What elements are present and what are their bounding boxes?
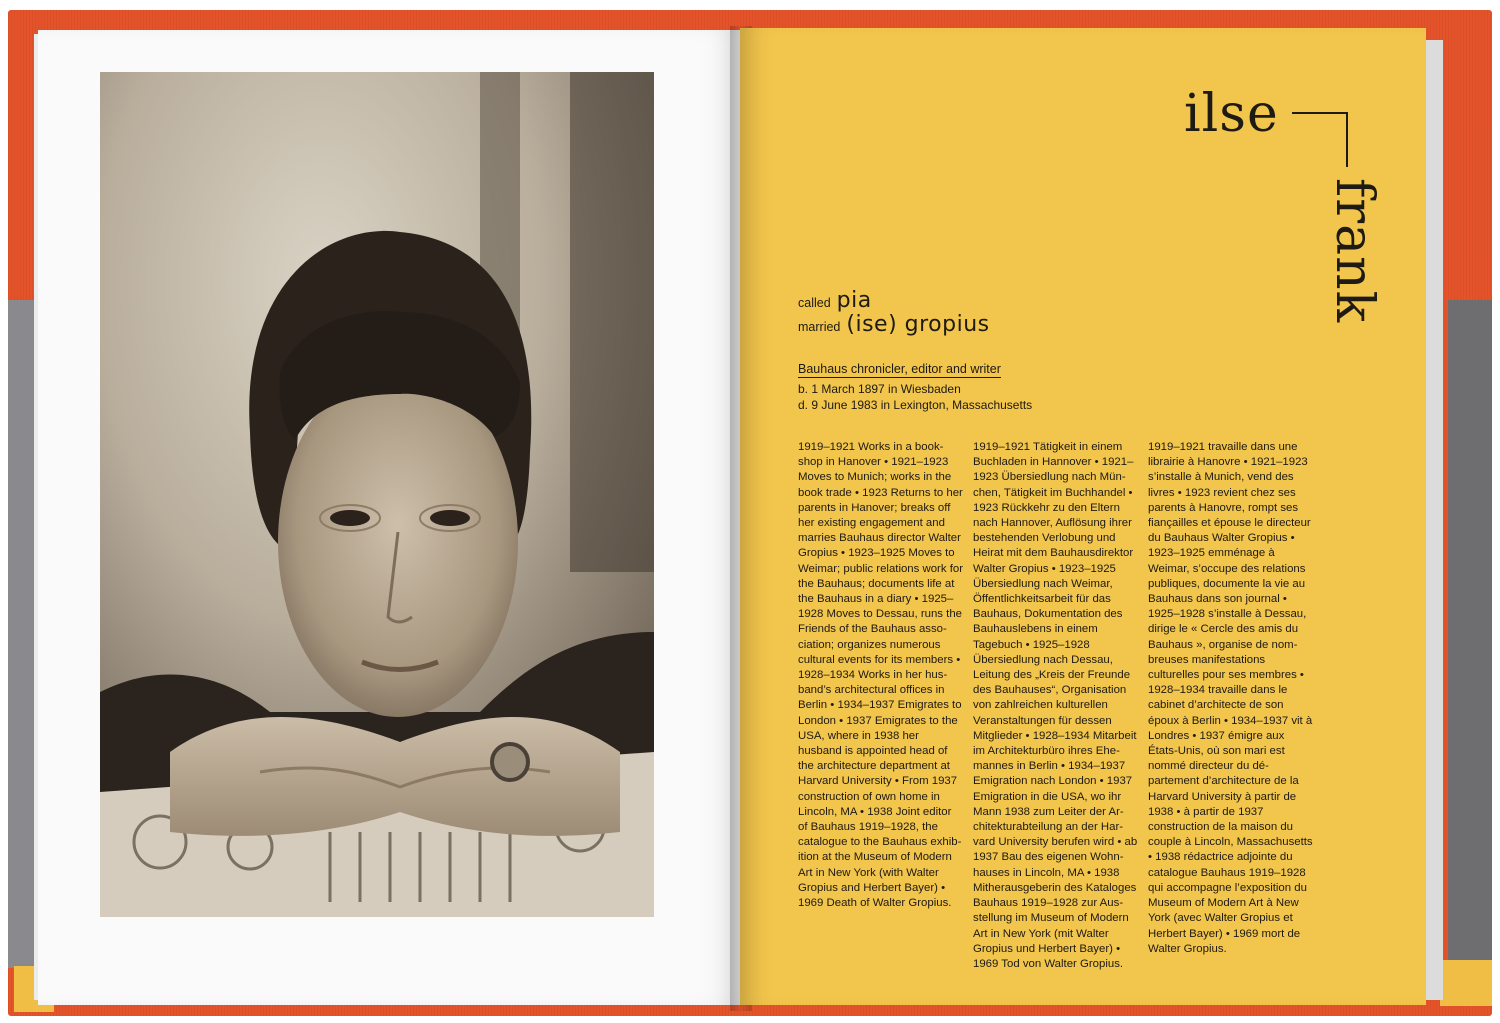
married-name: (ise) gropius xyxy=(846,312,990,337)
biography-english xyxy=(798,440,963,911)
called-label: called xyxy=(798,296,831,310)
biography-german-text: 1919–1921 Tätigkeit in einem Buchladen in Hannover • 1921–1923 Übersiedlung nach München, Tätigkeit im Buchhandel • 1923 Rückkehr zu den Eltern nach Hannover, Auflösung ihrer bestehenden Verlobung und Heirat mit dem Bauhausdirektor Walter Gropius • 1923–1925 Übersiedlung nach Weimar, Öffentlichkeitsarbeit für das Bauhaus, Dokumentation des Bauhauslebens in einem Tagebuch • 1925–1928 Übersiedlung nach Dessau, Leitung des „Kreis der Freunde des Bauhauses“, Organisation von zahlreichen kulturellen Veranstaltungen für dessen Mitglieder • 1928–1934 Mitarbeit im Architekturbüro ihres Ehemannes in Berlin • 1934–1937 Emigration nach London • 1937 Emigration in die USA, wo ihr Mann 1938 zum Leiter der Architekturabteilung an der Harvard University berufen wird • ab 1937 Bau des eigenen Wohnhauses in Lincoln, MA • 1938 Mitherausgeberin des Kataloges Bauhaus 1919–1928 zur Ausstellung im Museum of Modern Art in New York (mit Walter Gropius und Herbert Bayer) • 1969 Tod von Walter Gropius. xyxy=(973,441,1138,970)
biography-german xyxy=(973,440,1138,972)
underlying-page-right-yellow xyxy=(1440,960,1492,1006)
portrait-photo xyxy=(100,72,654,917)
role-title: Bauhaus chronicler, editor and writer xyxy=(798,362,1001,376)
birth-date: b. 1 March 1897 in Wiesbaden xyxy=(798,382,961,396)
underlying-page-right xyxy=(1448,300,1492,1005)
biography-french xyxy=(1148,440,1313,957)
first-name-heading: ilse xyxy=(1184,84,1279,144)
biography-french-text: 1919–1921 travaille dans une librairie à Hanovre • 1921–1923 s’installe à Munich, vend des livres • 1923 revient chez ses parents à Hanovre, rompt ses fiançailles et épouse le directeur du Bauhaus Walter Gropius • 1923–1925 emménage à Weimar, s’occupe des relations publiques, documente la vie au Bauhaus dans son journal • 1925–1928 s’installe à Dessau, dirige le « Cercle des amis du Bauhaus », organise de nombreuses manifestations culturelles pour ses membres • 1928–1934 travaille dans le cabinet d’architecte de son époux à Berlin • 1934–1937 vit à Londres • 1937 émigre aux États-Unis, où son mari est nommé directeur du département d’architecture de la Harvard University à partir de 1938 • à partir de 1937 construction de la maison du couple à Lincoln, Massachusetts • 1938 rédactrice adjointe du catalogue Bauhaus 1919–1928 qui accompagne l’exposition du Museum of Modern Art à New York (avec Walter Gropius et Herbert Bayer) • 1969 mort de Walter Gropius. xyxy=(1148,441,1313,955)
biography-english-text: 1919–1921 Works in a bookshop in Hanover • 1921–1923 Moves to Munich; works in the book trade • 1923 Returns to her parents in Hanover; breaks off her existing engagement and marries Bauhaus director Walter Gropius • 1923–1925 Moves to Weimar; public relations work for the Bauhaus; documents life at the Bauhaus in a diary • 1925–1928 Moves to Dessau, runs the Friends of the Bauhaus association; organizes numerous cultural events for its members • 1928–1934 Works in her husband’s architectural offices in Berlin • 1934–1937 Emigrates to London • 1937 Emigrates to the USA, where in 1938 her husband is appointed head of the architecture department at Harvard University • From 1937 construction of own home in Lincoln, MA • 1938 Joint editor of Bauhaus 1919–1928, the catalogue to the Bauhaus exhibition at the Museum of Modern Art in New York (with Walter Gropius and Herbert Bayer) • 1969 Death of Walter Gropius. xyxy=(798,441,964,910)
married-row xyxy=(798,312,990,337)
name-bracket-line xyxy=(1292,112,1348,167)
life-dates xyxy=(798,382,1032,413)
called-name: pia xyxy=(836,288,872,313)
right-page-edges xyxy=(1424,40,1443,1000)
called-row xyxy=(798,288,872,313)
death-date: d. 9 June 1983 in Lexington, Massachusetts xyxy=(798,397,1033,412)
married-label: married xyxy=(798,320,841,334)
last-name-heading: frank xyxy=(1324,178,1384,324)
